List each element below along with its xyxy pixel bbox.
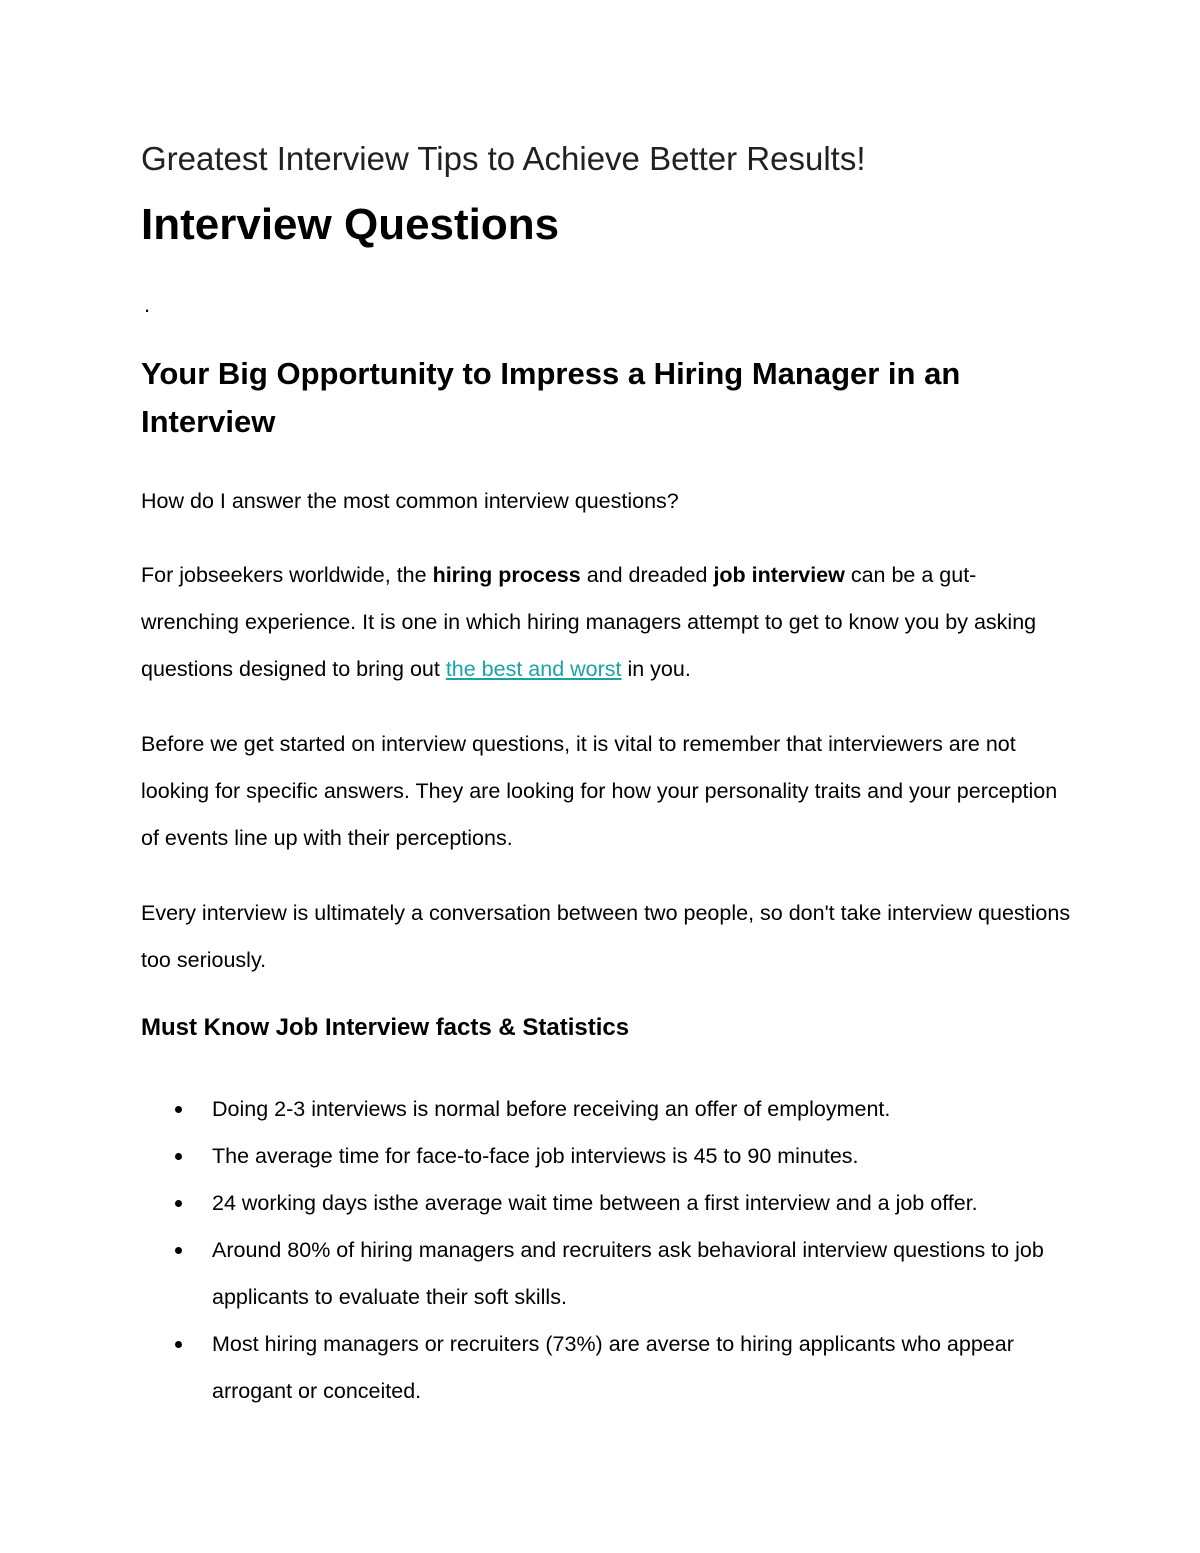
paragraph-text: in you. — [621, 657, 691, 681]
paragraph-text: and dreaded — [580, 563, 714, 587]
facts-heading: Must Know Job Interview facts & Statistics — [141, 1014, 630, 1041]
document-subtitle: Greatest Interview Tips to Achieve Better Results! — [141, 140, 866, 177]
list-item-text: Most hiring managers or recruiters (73%) are averse to hiring applicants who appear arrogant or conceited. — [212, 1332, 1014, 1403]
conversation-paragraph: Every interview is ultimately a conversation between two people, so don't take interview questions too seriously. — [141, 901, 1071, 972]
bullet-icon — [175, 1247, 182, 1254]
paragraph-text: For jobseekers worldwide, the — [141, 563, 433, 587]
separator-dot: . — [144, 292, 151, 317]
hiring-process-paragraph — [141, 552, 1071, 693]
list-item-text: Around 80% of hiring managers and recruiters ask behavioral interview questions to job applicants to evaluate their soft skills. — [212, 1238, 1044, 1309]
list-item — [141, 1133, 1071, 1180]
paragraph-text: can be a gut-wrenching experience. It is one in which hiring managers attempt to get to know you by asking questions designed to bring out — [141, 563, 1037, 681]
bold-job-interview: job interview — [713, 563, 845, 587]
bullet-icon — [175, 1106, 182, 1113]
page-title: Interview Questions — [141, 200, 560, 249]
interviewers-paragraph: Before we get started on interview questions, it is vital to remember that interviewers are not looking for specific answers. They are looking for how your personality traits and your perception of events line up with their perceptions. — [141, 732, 1058, 850]
bullet-icon — [175, 1200, 182, 1207]
facts-list — [141, 1086, 1071, 1415]
list-item — [141, 1227, 1071, 1321]
bullet-icon — [175, 1341, 182, 1348]
section-heading: Your Big Opportunity to Impress a Hiring Manager in an Interview — [141, 356, 961, 439]
best-and-worst-link[interactable]: the best and worst — [445, 657, 622, 681]
bold-hiring-process: hiring process — [432, 563, 581, 587]
list-item-text: Doing 2-3 interviews is normal before receiving an offer of employment. — [212, 1097, 891, 1121]
list-item — [141, 1321, 1071, 1415]
list-item-text: 24 working days isthe average wait time between a first interview and a job offer. — [212, 1191, 978, 1215]
intro-question-paragraph: How do I answer the most common interview questions? — [141, 489, 679, 513]
list-item-text: The average time for face-to-face job interviews is 45 to 90 minutes. — [212, 1144, 859, 1168]
bullet-icon — [175, 1153, 182, 1160]
list-item — [141, 1086, 1071, 1133]
list-item — [141, 1180, 1071, 1227]
